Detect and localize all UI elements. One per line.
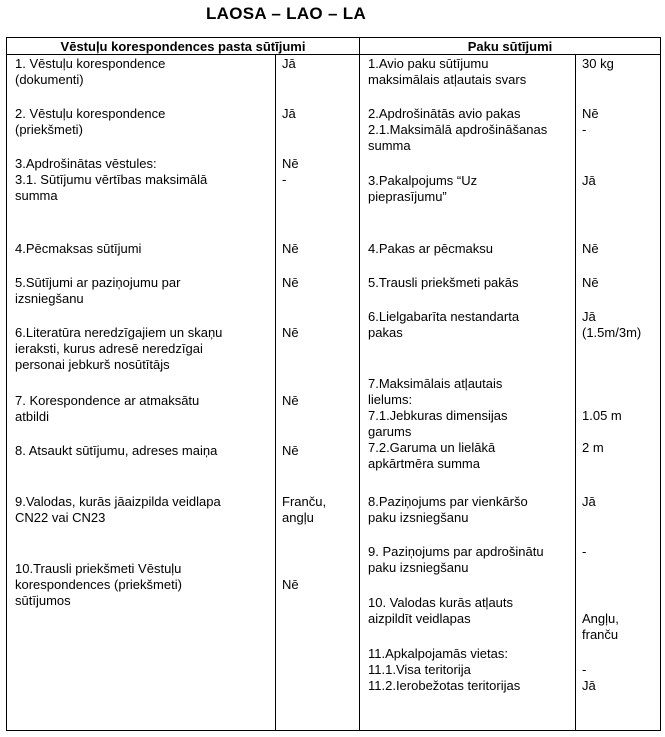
item-label: 10.Trausli priekšmeti Vēstuļu korespondences (priekšmeti) sūtījumos — [15, 561, 182, 608]
item-value: Nē - — [582, 106, 599, 137]
item-value: Nē — [282, 577, 299, 592]
postal-info-table — [6, 37, 661, 731]
item-label: 8.Paziņojums par vienkāršo paku izsniegšanu — [368, 494, 528, 525]
item-label: 9. Paziņojums par apdrošinātu paku izsniegšanu — [368, 544, 544, 575]
column-divider — [275, 55, 276, 730]
item-label: 1.Avio paku sūtījumu maksimālais atļautais svars — [368, 56, 527, 87]
item-value: Nē — [282, 325, 299, 340]
item-label: 4.Pēcmaksas sūtījumi — [15, 241, 142, 256]
item-value: Jā — [282, 56, 296, 71]
parcels-header: Paku sūtījumi — [360, 38, 661, 55]
item-label: 7.Maksimālais atļautais lielums: 7.1.Jebkuras dimensijas garums 7.2.Garuma un lielākā apkārtmēra summa — [368, 376, 508, 471]
item-label: 11.Apkalpojamās vietas: 11.1.Visa teritorija 11.2.Ierobežotas teritorijas — [368, 646, 521, 693]
item-value: 30 kg — [582, 56, 614, 71]
item-value: 1.05 m 2 m — [582, 408, 622, 455]
header-row — [7, 38, 661, 55]
item-label: 6.Lielgabarīta nestandarta pakas — [368, 309, 520, 340]
item-value: Nē - — [282, 156, 299, 187]
item-value: Jā — [582, 173, 596, 188]
item-label: 9.Valodas, kurās jāaizpilda veidlapa CN22 vai CN23 — [15, 494, 221, 525]
item-value: Franču, angļu — [282, 494, 327, 525]
item-label: 10. Valodas kurās atļauts aizpildīt veidlapas — [368, 595, 514, 626]
item-value: Nē — [282, 241, 299, 256]
letter-mail-header: Vēstuļu korespondences pasta sūtījumi — [7, 38, 360, 55]
item-value: Nē — [582, 275, 599, 290]
item-value: Nē — [282, 275, 299, 290]
item-label: 5.Sūtījumi ar paziņojumu par izsniegšanu — [15, 275, 181, 306]
item-value: Jā — [582, 494, 596, 509]
letter-mail-column — [7, 55, 360, 731]
item-value: Nē — [582, 241, 599, 256]
item-value: Jā — [282, 106, 296, 121]
item-value: Nē — [282, 393, 299, 408]
item-value: Angļu, franču — [582, 611, 619, 642]
item-label: 3.Pakalpojums “Uz pieprasījumu” — [368, 173, 478, 204]
content-row — [7, 55, 661, 731]
item-label: 8. Atsaukt sūtījumu, adreses maiņa — [15, 443, 218, 458]
item-label: 2. Vēstuļu korespondence (priekšmeti) — [15, 106, 166, 137]
item-label: 2.Apdrošinātās avio pakas 2.1.Maksimālā apdrošināšanas summa — [368, 106, 548, 153]
item-label: 5.Trausli priekšmeti pakās — [368, 275, 519, 290]
item-value: - — [582, 544, 587, 559]
item-value: Nē — [282, 443, 299, 458]
item-label: 6.Literatūra neredzīgajiem un skaņu ieraksti, kurus adresē neredzīgai personai jebkurš nosūtītājs — [15, 325, 223, 372]
parcels-column — [360, 55, 661, 731]
item-label: 1. Vēstuļu korespondence (dokumenti) — [15, 56, 166, 87]
item-label: 7. Korespondence ar atmaksātu atbildi — [15, 393, 200, 424]
item-value: - Jā — [582, 662, 596, 693]
item-label: 4.Pakas ar pēcmaksu — [368, 241, 494, 256]
page-title-text: LAOSA – LAO – LA — [206, 4, 367, 23]
item-label: 3.Apdrošinātas vēstules: 3.1. Sūtījumu vērtības maksimālā summa — [15, 156, 208, 203]
item-value: Jā (1.5m/3m) — [582, 309, 642, 340]
